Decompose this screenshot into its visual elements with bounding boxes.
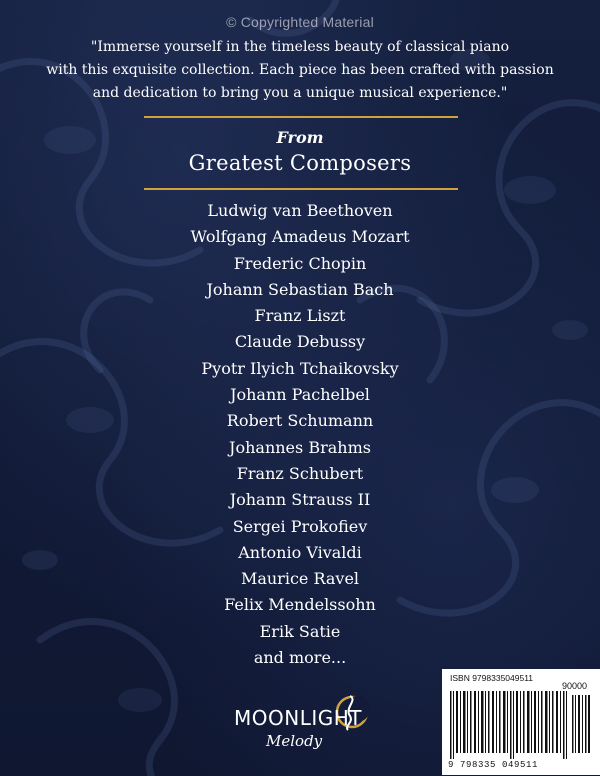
gold-divider-bottom [144,188,458,190]
isbn-label: ISBN 9798335049511 [450,673,534,683]
publisher-name: MOONLIGHT [234,706,362,730]
description-quote [40,36,560,105]
composer-item: Johann Pachelbel [230,385,370,405]
composer-item: Erik Satie [259,621,341,641]
composer-item: Robert Schumann [226,411,374,431]
composer-item: Antonio Vivaldi [238,542,362,562]
composer-item: Wolfgang Amadeus Mozart [190,227,410,247]
composer-item: Johann Sebastian Bach [206,279,394,299]
section-prefix: From [276,128,324,147]
composer-item: Frederic Chopin [233,253,367,273]
isbn-barcode [442,669,600,775]
composer-item: Franz Liszt [254,306,346,326]
description-line: and dedication to bring you a unique musical experience." [92,85,508,101]
copyright-watermark: © Copyrighted Material [226,14,374,30]
composer-item: Johann Strauss II [229,490,371,510]
gold-divider-top [144,116,458,118]
composer-item: Maurice Ravel [240,569,360,589]
section-heading: Greatest Composers [188,151,412,175]
composer-item: Pyotr Ilyich Tchaikovsky [201,358,399,378]
price-code: 90000 [562,681,588,691]
publisher-logo [226,690,386,770]
description-line: "Immerse yourself in the timeless beauty of classical piano [90,39,510,55]
composer-item: Franz Schubert [236,463,364,483]
barcode-digits: 9 798335 049511 [448,760,539,770]
barcode-bars [448,683,594,759]
composer-item: Johannes Brahms [229,437,371,457]
composer-item: Sergei Prokofiev [232,516,368,536]
composer-item: and more... [253,648,347,668]
composer-item: Felix Mendelssohn [224,595,376,615]
composer-item: Ludwig van Beethoven [207,201,393,220]
description-line: with this exquisite collection. Each piece has been crafted with passion [46,62,554,78]
composer-item: Claude Debussy [234,332,366,352]
composer-list [0,198,600,671]
publisher-script-name: Melody [266,732,323,750]
